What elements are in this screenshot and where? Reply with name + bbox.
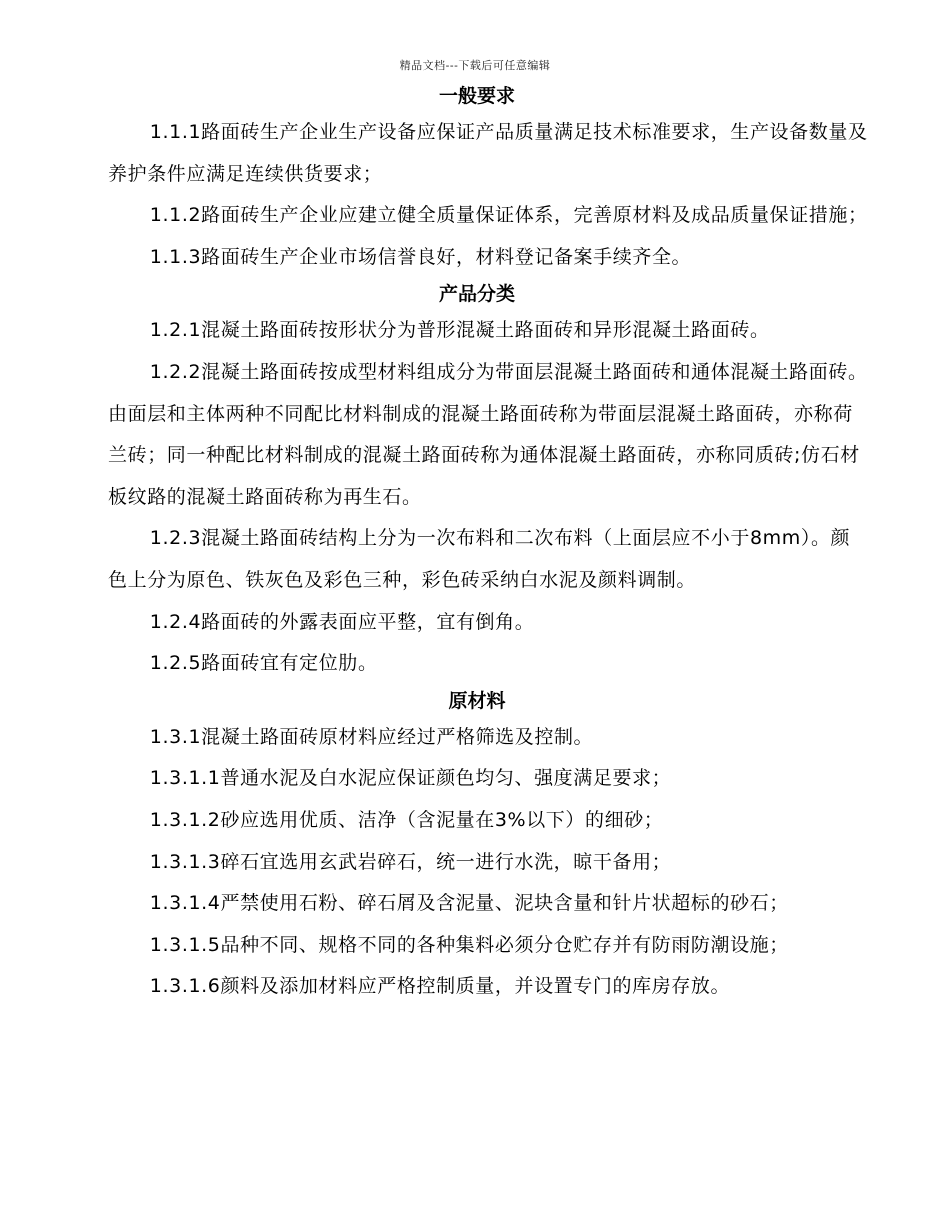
document-body <box>108 80 868 1008</box>
section-title-classification: 产品分类 <box>438 283 515 306</box>
paragraph-1-3-1-6: 1.3.1.6颜料及添加材料应严格控制质量，并设置专门的库房存放。 <box>149 975 731 998</box>
paragraph-1-3-1: 1.3.1混凝土路面砖原材料应经过严格筛选及控制。 <box>149 725 594 748</box>
paragraph-1-1-1: 1.1.1路面砖生产企业生产设备应保证产品质量满足技术标准要求，生产设备数量及养护条件应满足连续供货要求； <box>108 121 868 185</box>
paragraph-1-2-5: 1.2.5路面砖宜有定位肋。 <box>149 652 378 675</box>
section-title-raw-materials: 原材料 <box>448 689 506 712</box>
paragraph-1-2-2: 1.2.2混凝土路面砖按成型材料组成分为带面层混凝土路面砖和通体混凝土路面砖。由面层和主体两种不同配比材料制成的混凝土路面砖称为带面层混凝土路面砖，亦称荷兰砖；同一种配比材料制成的混凝土路面砖称为通体混凝土路面砖，亦称同质砖;仿石材板纹路的混凝土路面砖称为再生石。 <box>108 360 868 508</box>
paragraph-1-3-1-5: 1.3.1.5品种不同、规格不同的各种集料必须分仓贮存并有防雨防潮设施； <box>149 933 789 956</box>
paragraph-1-3-1-4: 1.3.1.4严禁使用石粉、碎石屑及含泥量、泥块含量和针片状超标的砂石； <box>149 892 789 915</box>
paragraph-1-3-1-1: 1.3.1.1普通水泥及白水泥应保证颜色均匀、强度满足要求； <box>149 767 672 790</box>
paragraph-1-2-3: 1.2.3混凝土路面砖结构上分为一次布料和二次布料（上面层应不小于8mm）。颜色上分为原色、铁灰色及彩色三种，彩色砖采纳白水泥及颜料调制。 <box>108 527 851 591</box>
paragraph-1-2-4: 1.2.4路面砖的外露表面应平整，宜有倒角。 <box>149 610 535 633</box>
section-title-general: 一般要求 <box>438 85 515 107</box>
paragraph-1-1-2: 1.1.2路面砖生产企业应建立健全质量保证体系，完善原材料及成品质量保证措施； <box>149 204 868 227</box>
paragraph-1-3-1-3: 1.3.1.3碎石宜选用玄武岩碎石，统一进行水洗，晾干备用； <box>149 850 672 873</box>
paragraph-1-2-1: 1.2.1混凝土路面砖按形状分为普形混凝土路面砖和异形混凝土路面砖。 <box>149 319 770 342</box>
header-note: 精品文档---下载后可任意编辑 <box>399 59 551 72</box>
paragraph-1-1-3: 1.1.3路面砖生产企业市场信誉良好，材料登记备案手续齐全。 <box>149 245 692 268</box>
paragraph-1-3-1-2: 1.3.1.2砂应选用优质、洁净（含泥量在3%以下）的细砂； <box>149 808 664 831</box>
